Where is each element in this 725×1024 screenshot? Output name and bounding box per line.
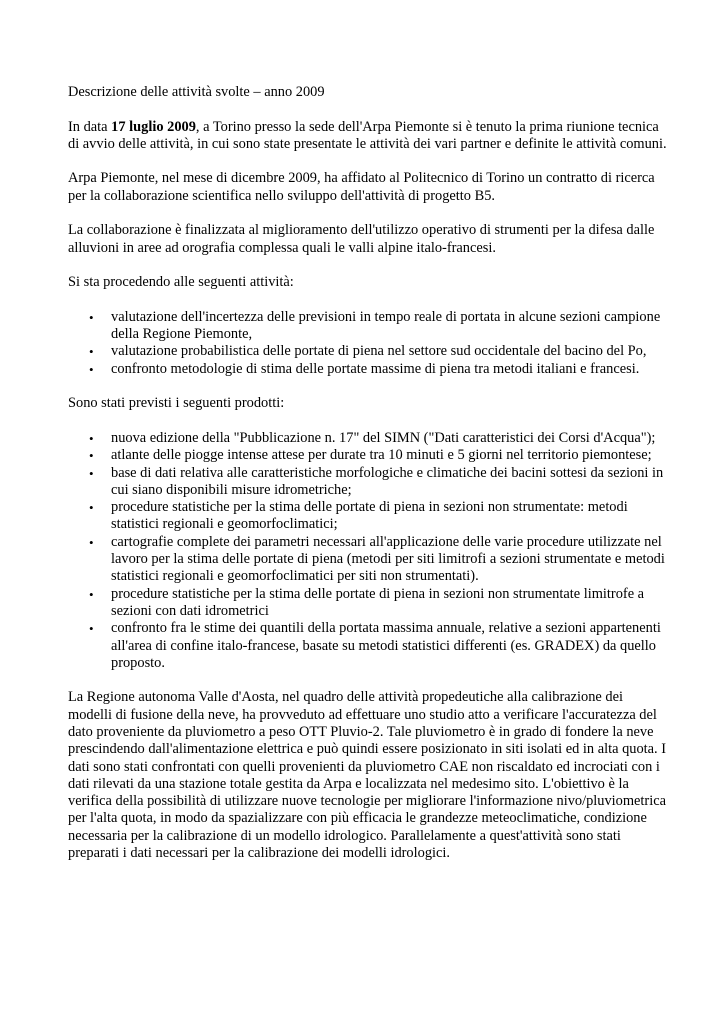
list-item-text: valutazione probabilistica delle portate di piena nel settore sud occidentale del bacino del Po, [111,343,647,360]
list-item-text: cartografie complete dei parametri necessari all'applicazione delle varie procedure utilizzate nel lavoro per la stima delle portate di piena (metodi per siti limitrofi a sezioni strumentate e metodi statistici regionali e geomorfoclimatici per siti non strumentati). [111,533,665,585]
list-item-text: atlante delle piogge intense attese per durate tra 10 minuti e 5 giorni nel territorio piemontese; [111,447,652,464]
list-item-text: procedure statistiche per la stima delle portate di piena in sezioni non strumentate limitrofe a sezioni con dati idrometrici [111,585,645,619]
bullet-icon: • [89,621,94,637]
activities-list [68,309,668,378]
document-title: Descrizione delle attività svolte – anno 2009 [68,84,325,100]
intro-paragraph [68,119,668,154]
activities-heading: Si sta procedendo alle seguenti attività: [68,274,294,291]
bullet-icon: • [89,430,94,446]
bullet-icon: • [89,534,94,550]
list-item [89,585,668,621]
intro-before: In data [68,118,112,135]
bullet-icon: • [89,361,94,377]
meeting-date: 17 luglio 2009 [111,118,196,135]
bullet-icon: • [89,448,94,464]
products-heading: Sono stati previsti i seguenti prodotti: [68,395,285,412]
bullet-icon: • [89,309,94,325]
bullet-icon: • [89,344,94,360]
collaboration-paragraph: La collaborazione è finalizzata al miglioramento dell'utilizzo operativo di strumenti per la difesa dalle alluvioni in aree ad orografia complessa quali le valli alpine italo-francesi. [68,222,655,256]
list-item [89,447,668,464]
document-page [68,84,668,880]
list-item [89,499,668,534]
list-item-text: confronto fra le stime dei quantili della portata massima annuale, relative a sezioni appartenenti all'area di confine italo-francese, basate su metodi statistici differenti (es. GRADEX) da quello proposto. [111,620,661,671]
list-item-text: confronto metodologie di stima delle portate massime di piena tra metodi italiani e francesi. [111,360,640,377]
list-item-text: procedure statistiche per la stima delle portate di piena in sezioni non strumentate: metodi statistici regionali e geomorfoclimatici; [111,499,628,533]
list-item [89,308,668,344]
bullet-icon: • [89,500,94,516]
list-item-text: base di dati relativa alle caratteristiche morfologiche e climatiche dei bacini sottesi da sezioni in cui siano disponibili misure idrometriche; [111,464,664,498]
bullet-icon: • [89,465,94,481]
valle-aosta-paragraph: La Regione autonoma Valle d'Aosta, nel quadro delle attività propedeutiche alla calibrazione dei modelli di fusione della neve, ha provveduto ad effettuare uno studio atto a verificare l'accuratezza del dato proveniente da pluviometro a peso OTT Pluvio-2. Tale pluviometro è in grado di fondere la neve prescindendo dall'alimentazione elettrica e può quindi essere posizionato in siti isolati ed in alta quota. I dati sono stati confrontati con quelli provenienti da pluviometro CAE non riscaldato ed incrociati con i dati rilevati da una stazione totale gestita da Arpa e localizzata nel medesimo sito. L'obiettivo è la verifica della possibilità di utilizzare nuove tecnologie per migliorare l'informazione nivo/pluviometrica per l'alta quota, in modo da spazializzare con più efficacia le grandezze meteoclimatiche, condizione necessaria per la calibrazione di un modello idrologico. Parallelamente a quest'attività sono stati preparati i dati necessari per la calibrazione dei modelli idrologici. [68,689,667,862]
list-item [89,360,668,378]
list-item [89,429,668,447]
contract-paragraph: Arpa Piemonte, nel mese di dicembre 2009, ha affidato al Politecnico di Torino un contratto di ricerca per la collaborazione scientifica nello sviluppo dell'attività di progetto B5. [68,170,655,204]
intro-after: , a Torino presso la sede dell'Arpa Piemonte si è tenuto la prima riunione tecnica di avvio delle attività, in cui sono state presentate le attività dei vari partner e definite le attività comuni. [68,118,667,152]
bullet-icon: • [89,586,94,602]
products-list [68,430,668,672]
list-item [89,533,668,586]
list-item [89,620,668,672]
list-item-text: nuova edizione della "Pubblicazione n. 17" del SIMN ("Dati caratteristici dei Corsi d'Acqua"); [111,429,656,446]
list-item-text: valutazione dell'incertezza delle previsioni in tempo reale di portata in alcune sezioni campione della Regione Piemonte, [111,308,661,343]
list-item [89,343,668,360]
list-item [89,464,668,500]
